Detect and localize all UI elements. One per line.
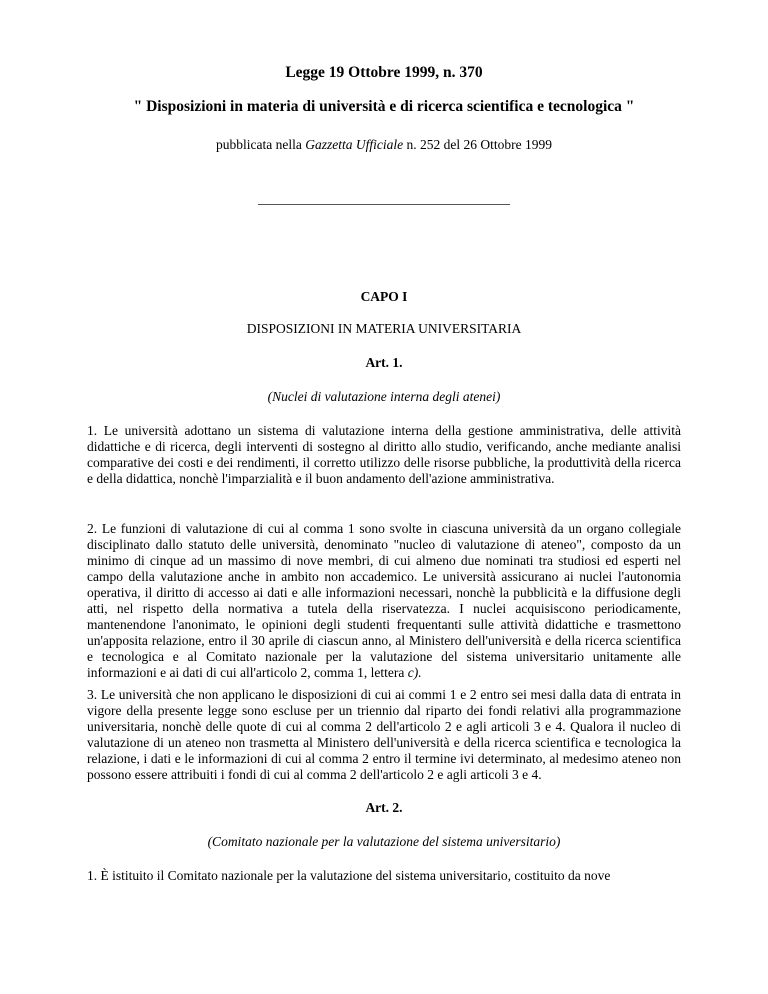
law-subtitle: " Disposizioni in materia di università e di ricerca scientifica e tecnologica ": [133, 98, 635, 115]
capo-heading: DISPOSIZIONI IN MATERIA UNIVERSITARIA: [246, 321, 522, 336]
article-1-title: (Nuclei di valutazione interna degli atenei): [267, 389, 501, 404]
law-title: Legge 19 Ottobre 1999, n. 370: [285, 64, 483, 81]
capo-label: CAPO I: [360, 289, 408, 304]
article-1-paragraph-2: [87, 521, 681, 681]
publication-prefix: pubblicata nella: [216, 137, 306, 152]
article-1-paragraph-2-letter: c).: [407, 665, 422, 680]
article-2-title: (Comitato nazionale per la valutazione del sistema universitario): [207, 834, 561, 849]
article-1-label: Art. 1.: [365, 355, 403, 370]
article-2-paragraph-1: 1. È istituito il Comitato nazionale per la valutazione del sistema universitario, costituito da nove: [87, 868, 611, 883]
horizontal-divider: [258, 204, 510, 205]
article-2-label: Art. 2.: [365, 800, 403, 815]
article-1-paragraph-2-text: 2. Le funzioni di valutazione di cui al comma 1 sono svolte in ciascuna università da un organo collegiale disciplinato dallo statuto delle università, denominato "nucleo di valutazione di ateneo", composto da un minimo di cinque ad un massimo di nove membri, di cui almeno due nominati tra studiosi ed esperti nel campo della valutazione anche in ambito non accademico. Le università assicurano ai nuclei l'autonomia operativa, il diritto di accesso ai dati e alle informazioni necessari, nonchè la pubblicità e la diffusione degli atti, nel rispetto della normativa a tutela della riservatezza. I nuclei acquisiscono periodicamente, mantenendone l'anonimato, le opinioni degli studenti frequentanti sulle attività didattiche e trasmettono un'apposita relazione, entro il 30 aprile di ciascun anno, al Ministero dell'università e della ricerca scientifica e tecnologica e al Comitato nazionale per la valutazione del sistema universitario unitamente alle informazioni e ai dati di cui all'articolo 2, comma 1, lettera: [87, 521, 681, 680]
article-1-paragraph-3: 3. Le università che non applicano le disposizioni di cui ai commi 1 e 2 entro sei mesi dalla data di entrata in vigore della presente legge sono escluse per un triennio dal riparto dei fondi relativi alla programmazione universitaria, nonchè delle quote di cui al comma 2 dell'articolo 2 e agli articoli 3 e 4. Qualora il nucleo di valutazione di un ateneo non trasmetta al Ministero dell'università e della ricerca scientifica e tecnologica la relazione, i dati e le informazioni di cui al comma 2 entro il termine ivi determinato, al medesimo ateneo non possono essere attribuiti i fondi di cui al comma 2 dell'articolo 2 e agli articoli 3 e 4.: [87, 687, 681, 782]
article-1-paragraph-1: 1. Le università adottano un sistema di valutazione interna della gestione amministrativa, delle attività didattiche e di ricerca, degli interventi di sostegno al diritto allo studio, verificando, anche mediante analisi comparative dei costi e dei rendimenti, il corretto utilizzo delle risorse pubbliche, la produttività della ricerca e della didattica, nonchè l'imparzialità e il buon andamento dell'azione amministrativa.: [87, 423, 681, 486]
publication-line: [0, 137, 768, 153]
publication-journal: Gazzetta Ufficiale: [305, 137, 404, 152]
publication-suffix: n. 252 del 26 Ottobre 1999: [403, 137, 552, 152]
